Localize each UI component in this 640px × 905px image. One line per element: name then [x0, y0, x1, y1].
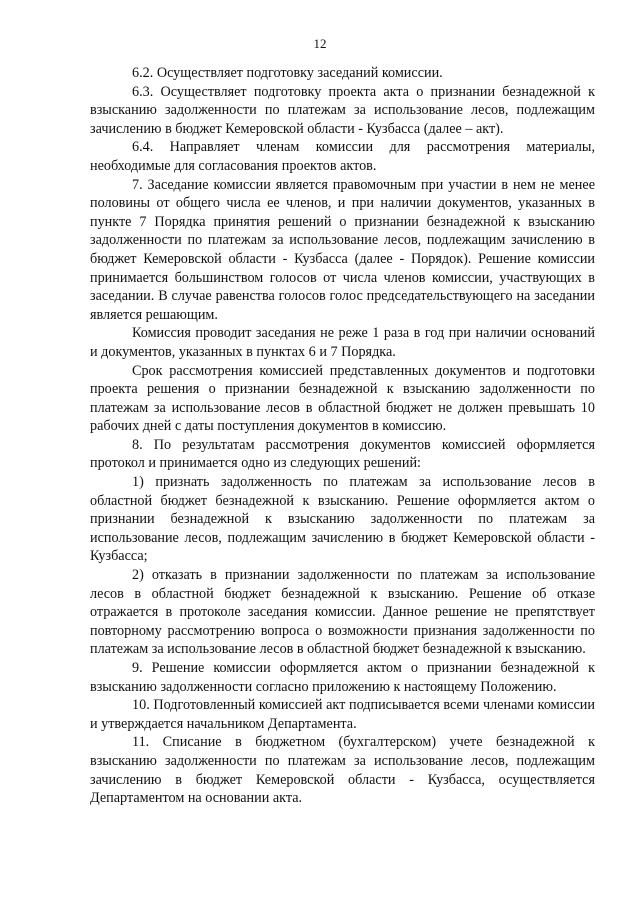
paragraph-9: 9. Решение комиссии оформляется актом о признании безнадежной к взысканию задолженности согласно приложению к настоящему Положению. [90, 660, 595, 695]
paragraph-8: 8. По результатам рассмотрения документов комиссией оформляется протокол и принимается одно из следующих решений: [90, 436, 595, 472]
paragraph-review-term: Срок рассмотрения комиссией представленных документов и подготовки проекта решения о признании безнадежной к взысканию задолженности по платежам за использование лесов в областной бюджет не должен превышать 10 рабочих дней с даты поступления документов в комиссию. [90, 362, 595, 435]
paragraph-10: 10. Подготовленный комиссией акт подписывается всеми членами комиссии и утверждается начальником Департамента. [90, 697, 595, 732]
page-number: 12 [313, 36, 327, 51]
paragraph-meeting-frequency: Комиссия проводит заседания не реже 1 раза в год при наличии оснований и документов, указанных в пунктах 6 и 7 Порядка. [90, 325, 595, 360]
paragraph-8-option-2: 2) отказать в признании задолженности по платежам за использование лесов в областной бюджет безнадежной к взысканию. Решение об отказе отражается в протоколе заседания комиссии. Данное решение не препятствует повторному рассмотрению вопроса о возможности признания задолженности по платежам за использование лесов в областной бюджет безнадежной к взысканию. [90, 567, 595, 658]
paragraph-6-3: 6.3. Осуществляет подготовку проекта акта о признании безнадежной к взысканию задолженности по платежам за использование лесов, подлежащим зачислению в бюджет Кемеровской области - Кузбасса (далее – акт). [90, 83, 595, 137]
paragraph-7: 7. Заседание комиссии является правомочным при участии в нем не менее половины от общего числа ее членов, и при наличии документов, указанных в пункте 7 Порядка принятия решений о признании безнадежной к взысканию задолженности по платежам за использование лесов, подлежащим зачислению в бюджет Кемеровской области - Кузбасса (далее - Порядок). Решение комиссии принимается большинством голосов от числа членов комиссии, участвующих в заседании. В случае равенства голосов голос председательствующего на заседании является решающим. [90, 176, 595, 323]
document-body [90, 64, 595, 808]
paragraph-6-2: 6.2. Осуществляет подготовку заседаний комиссии. [132, 65, 443, 81]
paragraph-8-option-1: 1) признать задолженность по платежам за использование лесов в областной бюджет безнадежной к взысканию. Решение оформляется актом о признании безнадежной к взысканию задолженности по платежам за использование лесов, подлежащим зачислению в бюджет Кемеровской области - Кузбасса; [90, 474, 595, 565]
paragraph-6-4: 6.4. Направляет членам комиссии для рассмотрения материалы, необходимые для согласования проектов актов. [90, 139, 595, 174]
paragraph-11: 11. Списание в бюджетном (бухгалтерском) учете безнадежной к взысканию задолженности по платежам за использование лесов, подлежащим зачислению в бюджет Кемеровской области - Кузбасса, осуществляется Департаментом на основании акта. [90, 734, 595, 807]
